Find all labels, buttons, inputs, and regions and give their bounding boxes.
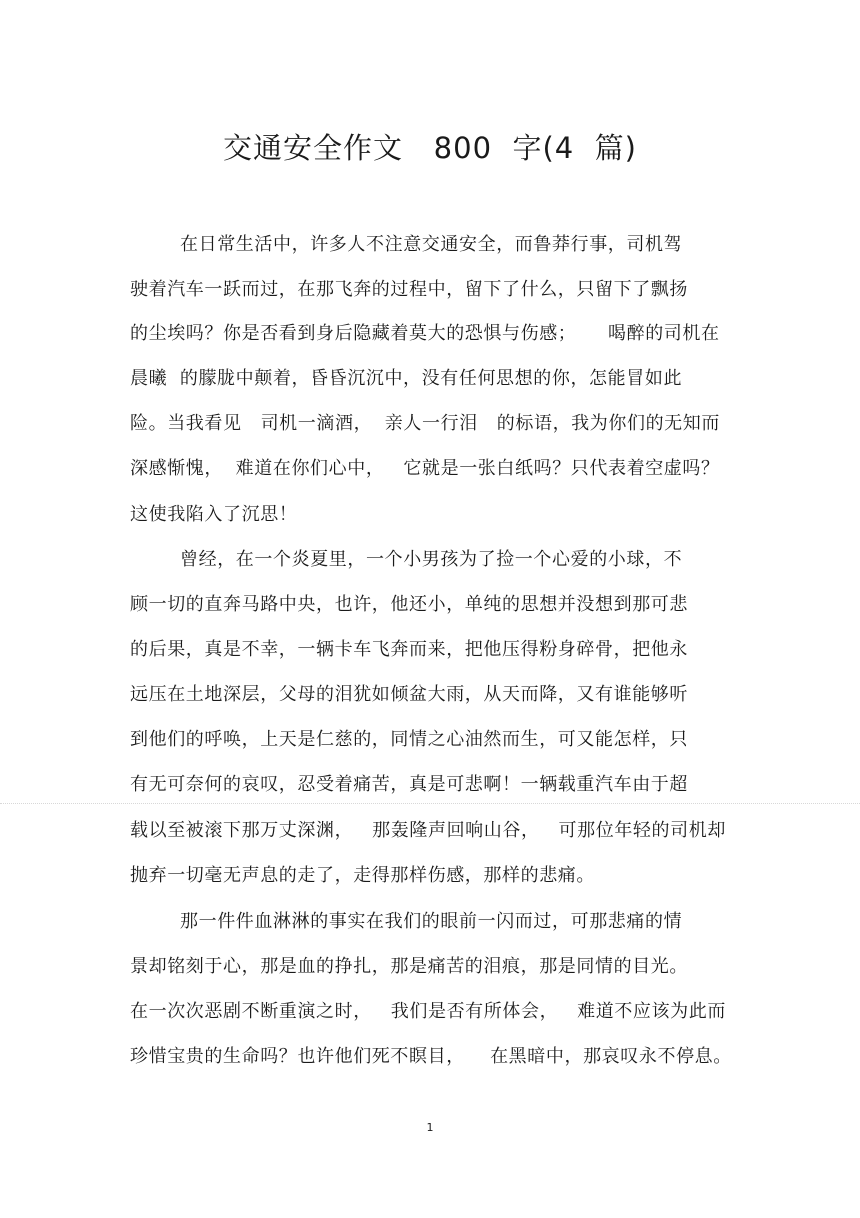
page-divider xyxy=(0,803,860,804)
text-line: 险。当我看见 司机一滴酒， 亲人一行泪 的标语，我为你们的无知而 xyxy=(130,413,720,434)
text-line: 驶着汽车一跃而过，在那飞奔的过程中，留下了什么，只留下了飘扬 xyxy=(130,279,688,300)
page-number: 1 xyxy=(426,1121,434,1134)
text-line: 的尘埃吗？你是否看到身后隐藏着莫大的恐惧与伤感； 喝醉的司机在 xyxy=(130,323,720,344)
text-line: 景却铭刻于心，那是血的挣扎，那是痛苦的泪痕，那是同情的目光。 xyxy=(130,956,688,977)
text-line: 顾一切的直奔马路中央，也许，他还小，单纯的思想并没想到那可悲 xyxy=(130,594,688,615)
text-line: 曾经，在一个炎夏里，一个小男孩为了捡一个心爱的小球，不 xyxy=(180,549,683,570)
text-line: 抛弃一切毫无声息的走了，走得那样伤感，那样的悲痛。 xyxy=(130,865,595,886)
text-line: 深感惭愧， 难道在你们心中， 它就是一张白纸吗？只代表着空虚吗？ xyxy=(130,458,720,479)
text-line: 有无可奈何的哀叹，忍受着痛苦，真是可悲啊！一辆载重汽车由于超 xyxy=(130,774,688,795)
text-line: 珍惜宝贵的生命吗？也许他们死不瞑目， 在黑暗中，那哀叹永不停息。 xyxy=(130,1046,732,1067)
text-line: 在一次次恶剧不断重演之时， 我们是否有所体会， 难道不应该为此而 xyxy=(130,1001,726,1022)
document-title: 交通安全作文 800 字(4 篇) xyxy=(223,131,637,165)
text-line: 远压在土地深层，父母的泪犹如倾盆大雨，从天而降，又有谁能够听 xyxy=(130,684,688,705)
text-line: 晨曦 的朦胧中颠着，昏昏沉沉中，没有任何思想的你，怎能冒如此 xyxy=(130,368,683,389)
text-line: 在日常生活中，许多人不注意交通安全，而鲁莽行事，司机驾 xyxy=(180,234,683,255)
text-line: 载以至被滚下那万丈深渊， 那轰隆声回响山谷， 可那位年轻的司机却 xyxy=(130,820,726,841)
text-line: 那一件件血淋淋的事实在我们的眼前一闪而过，可那悲痛的情 xyxy=(180,911,683,932)
text-line: 到他们的呼唤，上天是仁慈的，同情之心油然而生，可又能怎样，只 xyxy=(130,729,688,750)
text-line: 这使我陷入了沉思！ xyxy=(130,504,298,525)
text-line: 的后果，真是不幸，一辆卡车飞奔而来，把他压得粉身碎骨，把他永 xyxy=(130,639,688,660)
